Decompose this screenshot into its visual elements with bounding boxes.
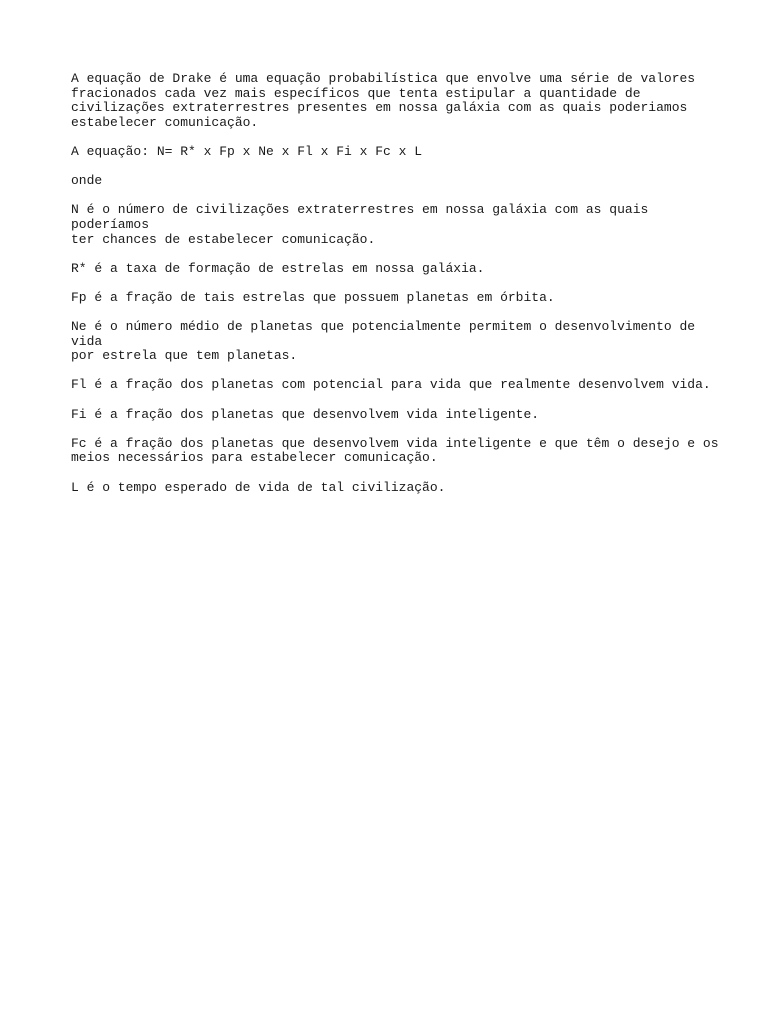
definition-fc: Fc é a fração dos planetas que desenvolvem vida inteligente e que têm o desejo e os meios necessários para estabelecer comunicação. [71,435,719,466]
intro-paragraph: A equação de Drake é uma equação probabilística que envolve uma série de valores fracionados cada vez mais específicos que tenta estipular a quantidade de civilizações extraterrestres presentes em nossa galáxia com as quais poderiamos estabelecer comunicação. [71,71,696,130]
definition-r-star: R* é a taxa de formação de estrelas em nossa galáxia. [71,260,485,276]
where-label: onde [71,173,103,189]
document-page [71,72,721,510]
definition-fp: Fp é a fração de tais estrelas que possuem planetas em órbita. [71,289,555,305]
definition-n: N é o número de civilizações extraterrestres em nossa galáxia com as quais poderíamos ter chances de estabelecer comunicação. [71,202,649,247]
definition-fl: Fl é a fração dos planetas com potencial para vida que realmente desenvolvem vida. [71,377,711,393]
definition-l: L é o tempo esperado de vida de tal civilização. [71,479,446,495]
definition-fi: Fi é a fração dos planetas que desenvolvem vida inteligente. [71,406,540,422]
definition-ne: Ne é o número médio de planetas que potencialmente permitem o desenvolvimento de vida por estrela que tem planetas. [71,319,696,364]
equation-line: A equação: N= R* x Fp x Ne x Fl x Fi x Fc x L [71,143,423,159]
